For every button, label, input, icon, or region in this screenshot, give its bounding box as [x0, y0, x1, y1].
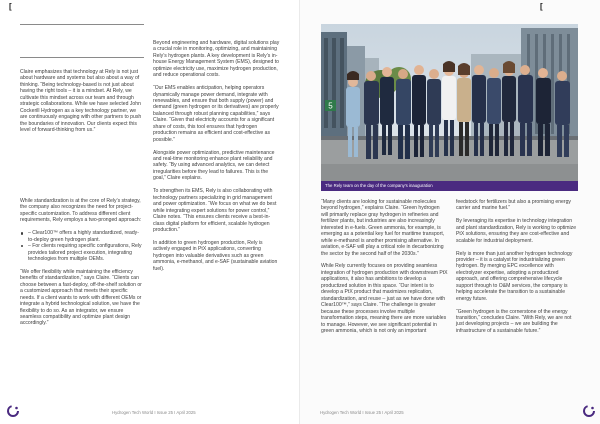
paragraph: While standardization is at the core of Rely’s strategy, the company also recognizes the need for project-specific customization. To address different client requirements, Rely employs a two-pronged approach: — [20, 198, 142, 224]
paragraph: In addition to green hydrogen production, Rely is actively engaged in PtX applications, converting hydrogen into valuable derivatives such as green ammonia, e-methanol, and e-SAF (sustainable aviation fuel). — [153, 239, 278, 272]
rely-ring-logo-icon — [582, 404, 596, 418]
photo-caption: The Rely team on the day of the company’s inauguration — [321, 181, 578, 191]
paragraph: To strengthen its EMS, Rely is also collaborating with technology partners specializing in grid management and power optimization. “We focus on what we do best while integrating expert solutions for power control,” Claire notes. “This ensures clients receive a best-in-class digital platform for efficient, scalable hydrogen production.” — [153, 188, 277, 233]
right-column-2 — [456, 199, 580, 334]
page-footer: Hydrogen Tech World I Issue 25 I April 2025 — [112, 410, 196, 415]
paragraph: “Green hydrogen is the cornerstone of the energy transition,” concludes Claire. “With Rely, we are not just developing projects – we are building the infrastructure of a sustainable future.” — [456, 308, 572, 334]
paragraph: Rely is more than just another hydrogen technology provider – it is a catalyst for industrializing green hydrogen. By merging EPC excellence with electrolyzer expertise, adopting a productized approach, and offering comprehensive lifecycle support through to O&M services, the company is helping accelerate the transition to a sustainable energy future. — [456, 250, 573, 302]
paragraph: “Our EMS enables anticipation, helping operators dynamically manage power demand, integrate with renewables, and ensure that both supply (power) and demand (green hydrogen or its derivatives) are properly balanced through robust planning capabilities,” says Claire. “Given that electricity accounts for a significant share of costs, this tool ensures that hydrogen production remains as efficient and cost-effective as possible.” — [153, 85, 279, 143]
page-corner-bracket-icon: [ — [9, 2, 12, 11]
team-photo — [321, 24, 578, 191]
approach-list — [20, 230, 144, 262]
paragraph: feedstock for fertilizers but also a promising energy carrier and marine fuel.” — [456, 199, 571, 212]
left-column-1-top — [20, 69, 144, 134]
right-column-1 — [321, 199, 448, 334]
list-item: – Clear100™ offers a highly standardized, ready-to-deploy green hydrogen plant. — [20, 230, 144, 243]
paragraph: “Many clients are looking for sustainable molecules beyond hydrogen,” explains Claire. “Green hydrogen will primarily replace gray hydrogen in refineries and fertilizer plants, but industries are also increasingly interested in e-fuels. Green ammonia, for example, is emerging as a potential key fuel for maritime transport, while e-methanol is another promising alternative. In aviation, e-SAF will play a critical role in decarbonizing the sector by the second half of the 2030s.” — [321, 199, 445, 257]
page-footer: Hydrogen Tech World I Issue 25 I April 2025 — [320, 410, 404, 415]
left-column-2 — [153, 40, 280, 272]
paragraph: Alongside power optimization, predictive maintenance and real-time monitoring enhance plant reliability and safety. “By using advanced analytics, we can detect irregularities before they lead to failures. This is the goal,” Claire explains. — [153, 149, 275, 182]
paragraph: By leveraging its expertise in technology integration and plant standardization, Rely is working to optimize PtX solutions, ensuring they are cost-effective and scalable for industrial deployment. — [456, 218, 577, 244]
section-rule — [20, 57, 144, 58]
paragraph: “We offer flexibility while maintaining the efficiency benefits of standardization,” says Claire. “Clients can choose between a fast-deploy, off-the-shelf solution or a customized approach that meets their specific needs. If a client wants to work with different OEMs or integrate a hybrid technological solution, we have the flexibility to do so. As an integrator, we ensure seamless compatibility and optimize plant design accordingly.” — [20, 268, 142, 327]
svg-text:5: 5 — [328, 101, 333, 111]
list-item: – For clients requiring specific configurations, Rely provides tailored project execution, integrating technologies from multiple OEMs. — [20, 243, 144, 262]
rely-ring-logo-icon — [6, 404, 20, 418]
page-corner-bracket-icon: [ — [540, 2, 543, 11]
left-column-1-bottom — [20, 198, 144, 327]
top-rule — [20, 24, 144, 25]
paragraph: While Rely currently focuses on providing seamless integration of hydrogen production with downstream PtX applications, it also has ambitions to develop a productized solution in this space. “Our intent is to develop a PtX product that maximizes replication, standardization, and reuse – just as we have done with Clear100™,” says Claire. “The challenge is greater because these processes involve multiple transformation steps, meaning there are more variables to manage. However, we see significant potential in green ammonia, which is not only an important — [321, 263, 448, 334]
paragraph: Beyond engineering and hardware, digital solutions play a crucial role in monitoring, optimizing, and maintaining Rely’s hydrogen plants. A key development is Rely’s in-house Energy Management System (EMS), designed to optimize electricity use, maximize hydrogen production, and reduce operational costs. — [153, 40, 280, 79]
paragraph: Claire emphasizes that technology at Rely is not just about hardware and systems but also about a way of thinking. “Being technology-based is not just about having the right tools – it is a mindset. At Rely, we cultivate this mindset across our team and through strategic collaborations. While we have selected John Cockerill Hydrogen as a key technology partner, we are continuously engaging with other partners to push the boundaries of innovation. Our clients expect this level of forward-thinking from us.” — [20, 69, 142, 134]
